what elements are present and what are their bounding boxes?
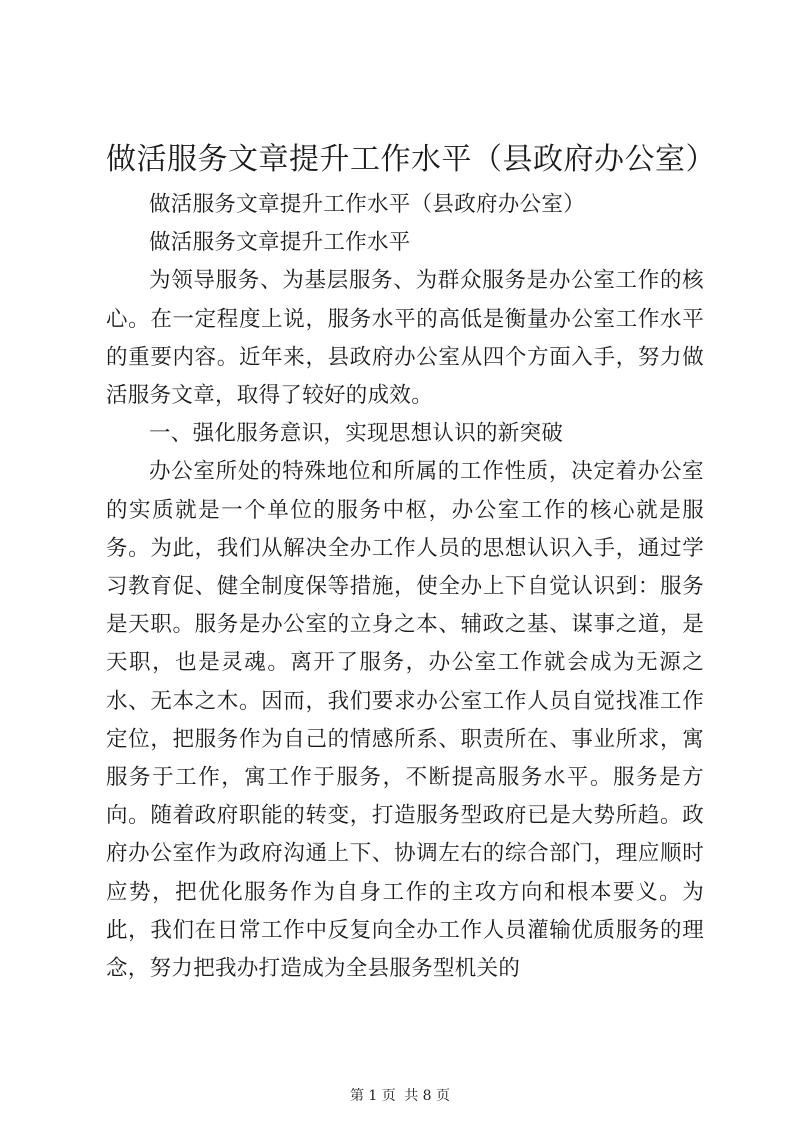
paragraph: 为领导服务、为基层服务、为群众服务是办公室工作的核心。在一定程度上说，服务水平的高低是衡量办公室工作水平的重要内容。近年来，县政府办公室从四个方面入手，努力做活服务文章，取得了较好的成效。 bbox=[106, 268, 704, 409]
page-footer bbox=[0, 1085, 800, 1105]
page-total: 共 8 页 bbox=[404, 1088, 451, 1104]
document-title: 做活服务文章提升工作水平（县政府办公室） bbox=[106, 142, 716, 177]
paragraph: 办公室所处的特殊地位和所属的工作性质，决定着办公室的实质就是一个单位的服务中枢，办公室工作的核心就是服务。为此，我们从解决全办工作人员的思想认识入手，通过学习教育促、健全制度保等措施，使全办上下自觉认识到：服务是天职。服务是办公室的立身之本、辅政之基、谋事之道，是天职，也是灵魂。离开了服务，办公室工作就会成为无源之水、无本之木。因而，我们要求办公室工作人员自觉找准工作定位，把服务作为自己的情感所系、职责所在、事业所求，寓服务于工作，寓工作于服务，不断提高服务水平。服务是方向。随着政府职能的转变，打造服务型政府已是大势所趋。政府办公室作为政府沟通上下、协调左右的综合部门，理应顺时应势，把优化服务作为自身工作的主攻方向和根本要义。为此，我们在日常工作中反复向全办工作人员灌输优质服务的理念，努力把我办打造成为全县服务型机关的 bbox=[106, 459, 704, 982]
page-number: 第 1 页 bbox=[349, 1088, 396, 1104]
paragraph: 做活服务文章提升工作水平 bbox=[149, 230, 411, 256]
document-body bbox=[106, 186, 704, 988]
section-heading: 一、强化服务意识，实现思想认识的新突破 bbox=[149, 421, 564, 447]
paragraph: 做活服务文章提升工作水平（县政府办公室） bbox=[149, 192, 586, 217]
